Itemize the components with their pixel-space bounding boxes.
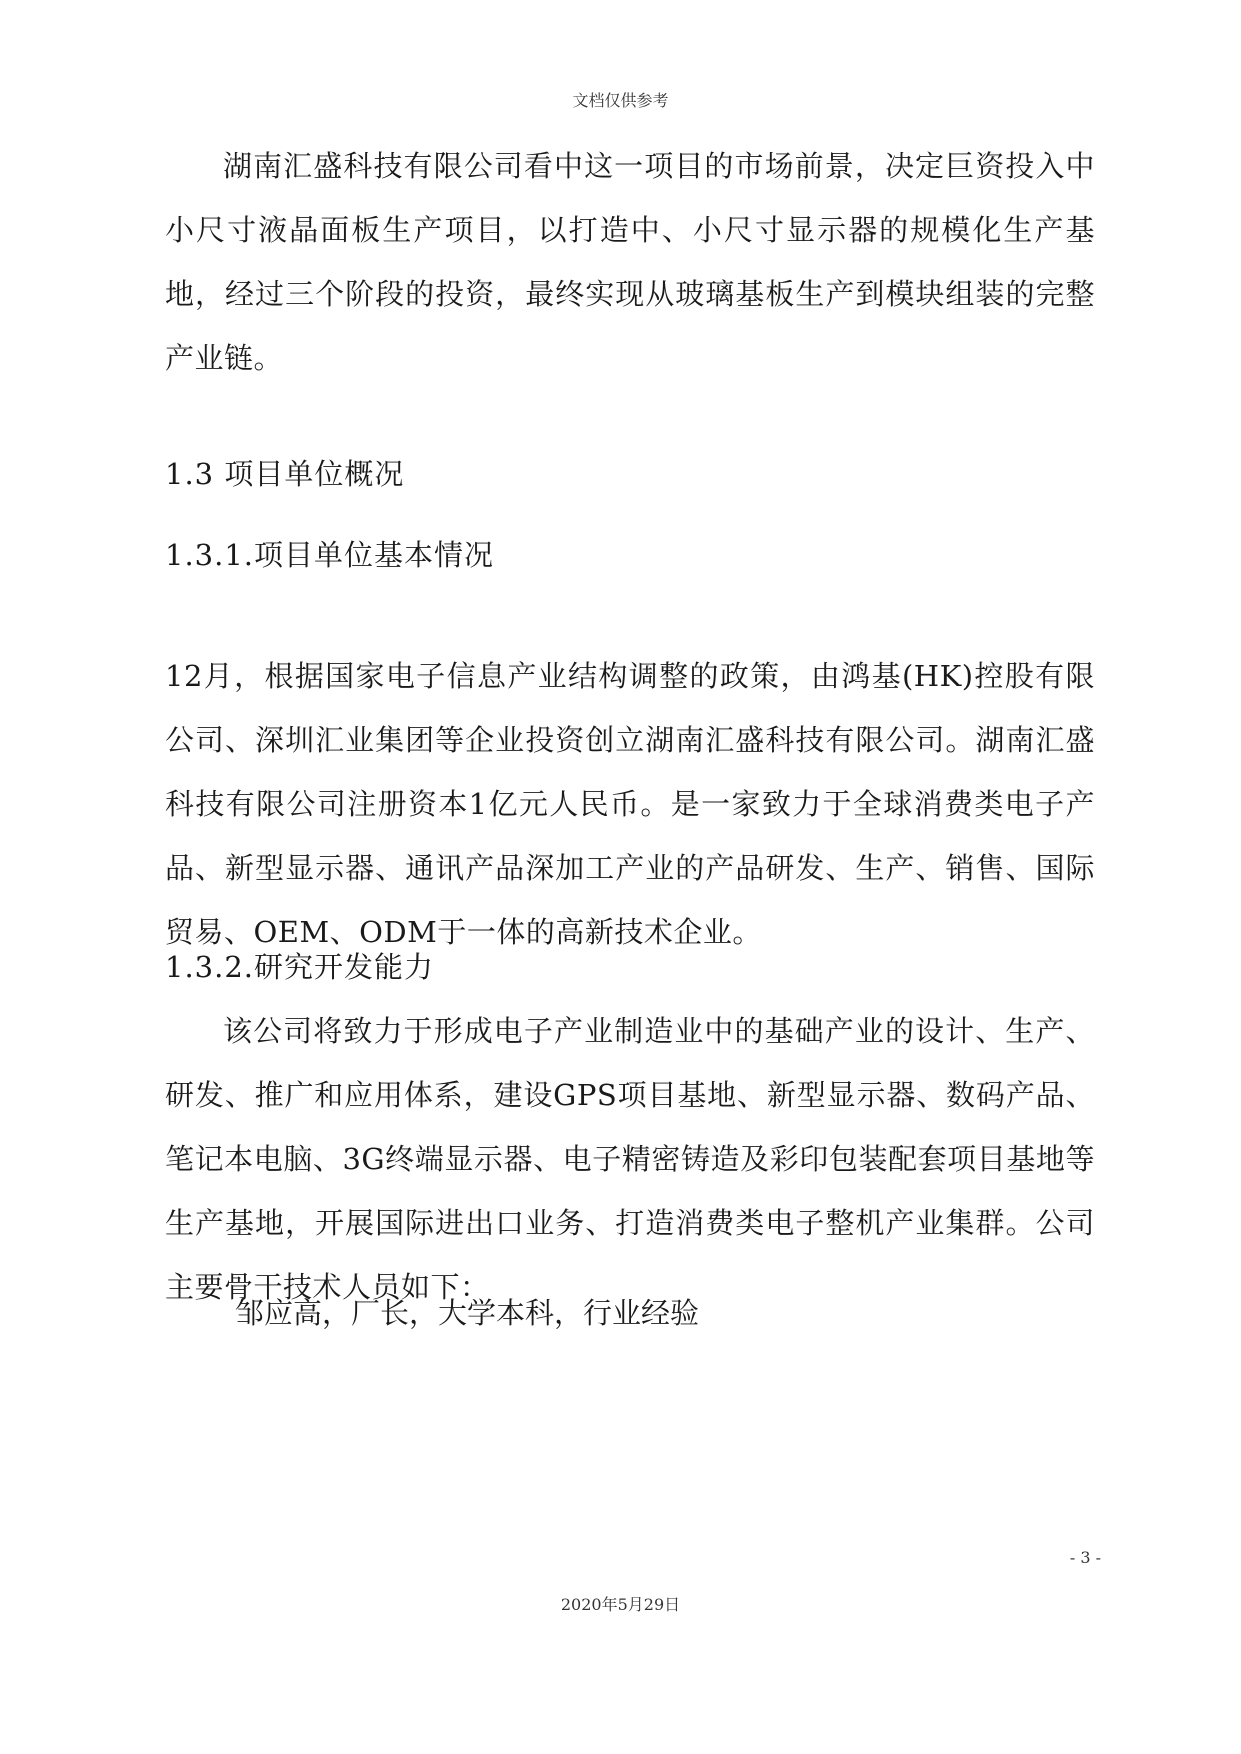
intro-paragraph: 湖南汇盛科技有限公司看中这一项目的市场前景，决定巨资投入中小尺寸液晶面板生产项目，以打造中、小尺寸显示器的规模化生产基地，经过三个阶段的投资，最终实现从玻璃基板生产到模块组装的完整产业链。: [165, 149, 1095, 375]
page-footer-date: 2020年5月29日: [560, 1595, 681, 1614]
section-1-3-block: [165, 442, 1095, 506]
company-paragraph: 12月，根据国家电子信息产业结构调整的政策，由鸿基(HK)控股有限公司、深圳汇业集团等企业投资创立湖南汇盛科技有限公司。湖南汇盛科技有限公司注册资本1亿元人民币。是一家致力于全球消费类电子产品、新型显示器、通讯产品深加工产业的产品研发、生产、销售、国际贸易、OEM、ODM于一体的高新技术企业。: [165, 659, 1095, 949]
intro-block: [165, 134, 1095, 390]
section-1-3-2-heading: 1.3.2.研究开发能力: [165, 950, 435, 984]
section-1-3-2-block: [165, 935, 1095, 1319]
page-header: 文档仅供参考: [572, 91, 669, 110]
page-number: - 3 -: [1069, 1548, 1101, 1567]
section-1-3-1-block: [165, 523, 1095, 587]
section-1-3-1-heading: 1.3.1.项目单位基本情况: [165, 538, 495, 572]
staff-line: 邹应高，厂长，大学本科，行业经验: [235, 1296, 700, 1330]
section-1-3-heading: 1.3 项目单位概况: [165, 457, 405, 491]
staff-block: [165, 1281, 1095, 1345]
company-block: [165, 644, 1095, 964]
rd-paragraph: 该公司将致力于形成电子产业制造业中的基础产业的设计、生产、研发、推广和应用体系，建设GPS项目基地、新型显示器、数码产品、笔记本电脑、3G终端显示器、电子精密铸造及彩印包装配套项目基地等生产基地，开展国际进出口业务、打造消费类电子整机产业集群。公司主要骨干技术人员如下：: [165, 1014, 1095, 1304]
